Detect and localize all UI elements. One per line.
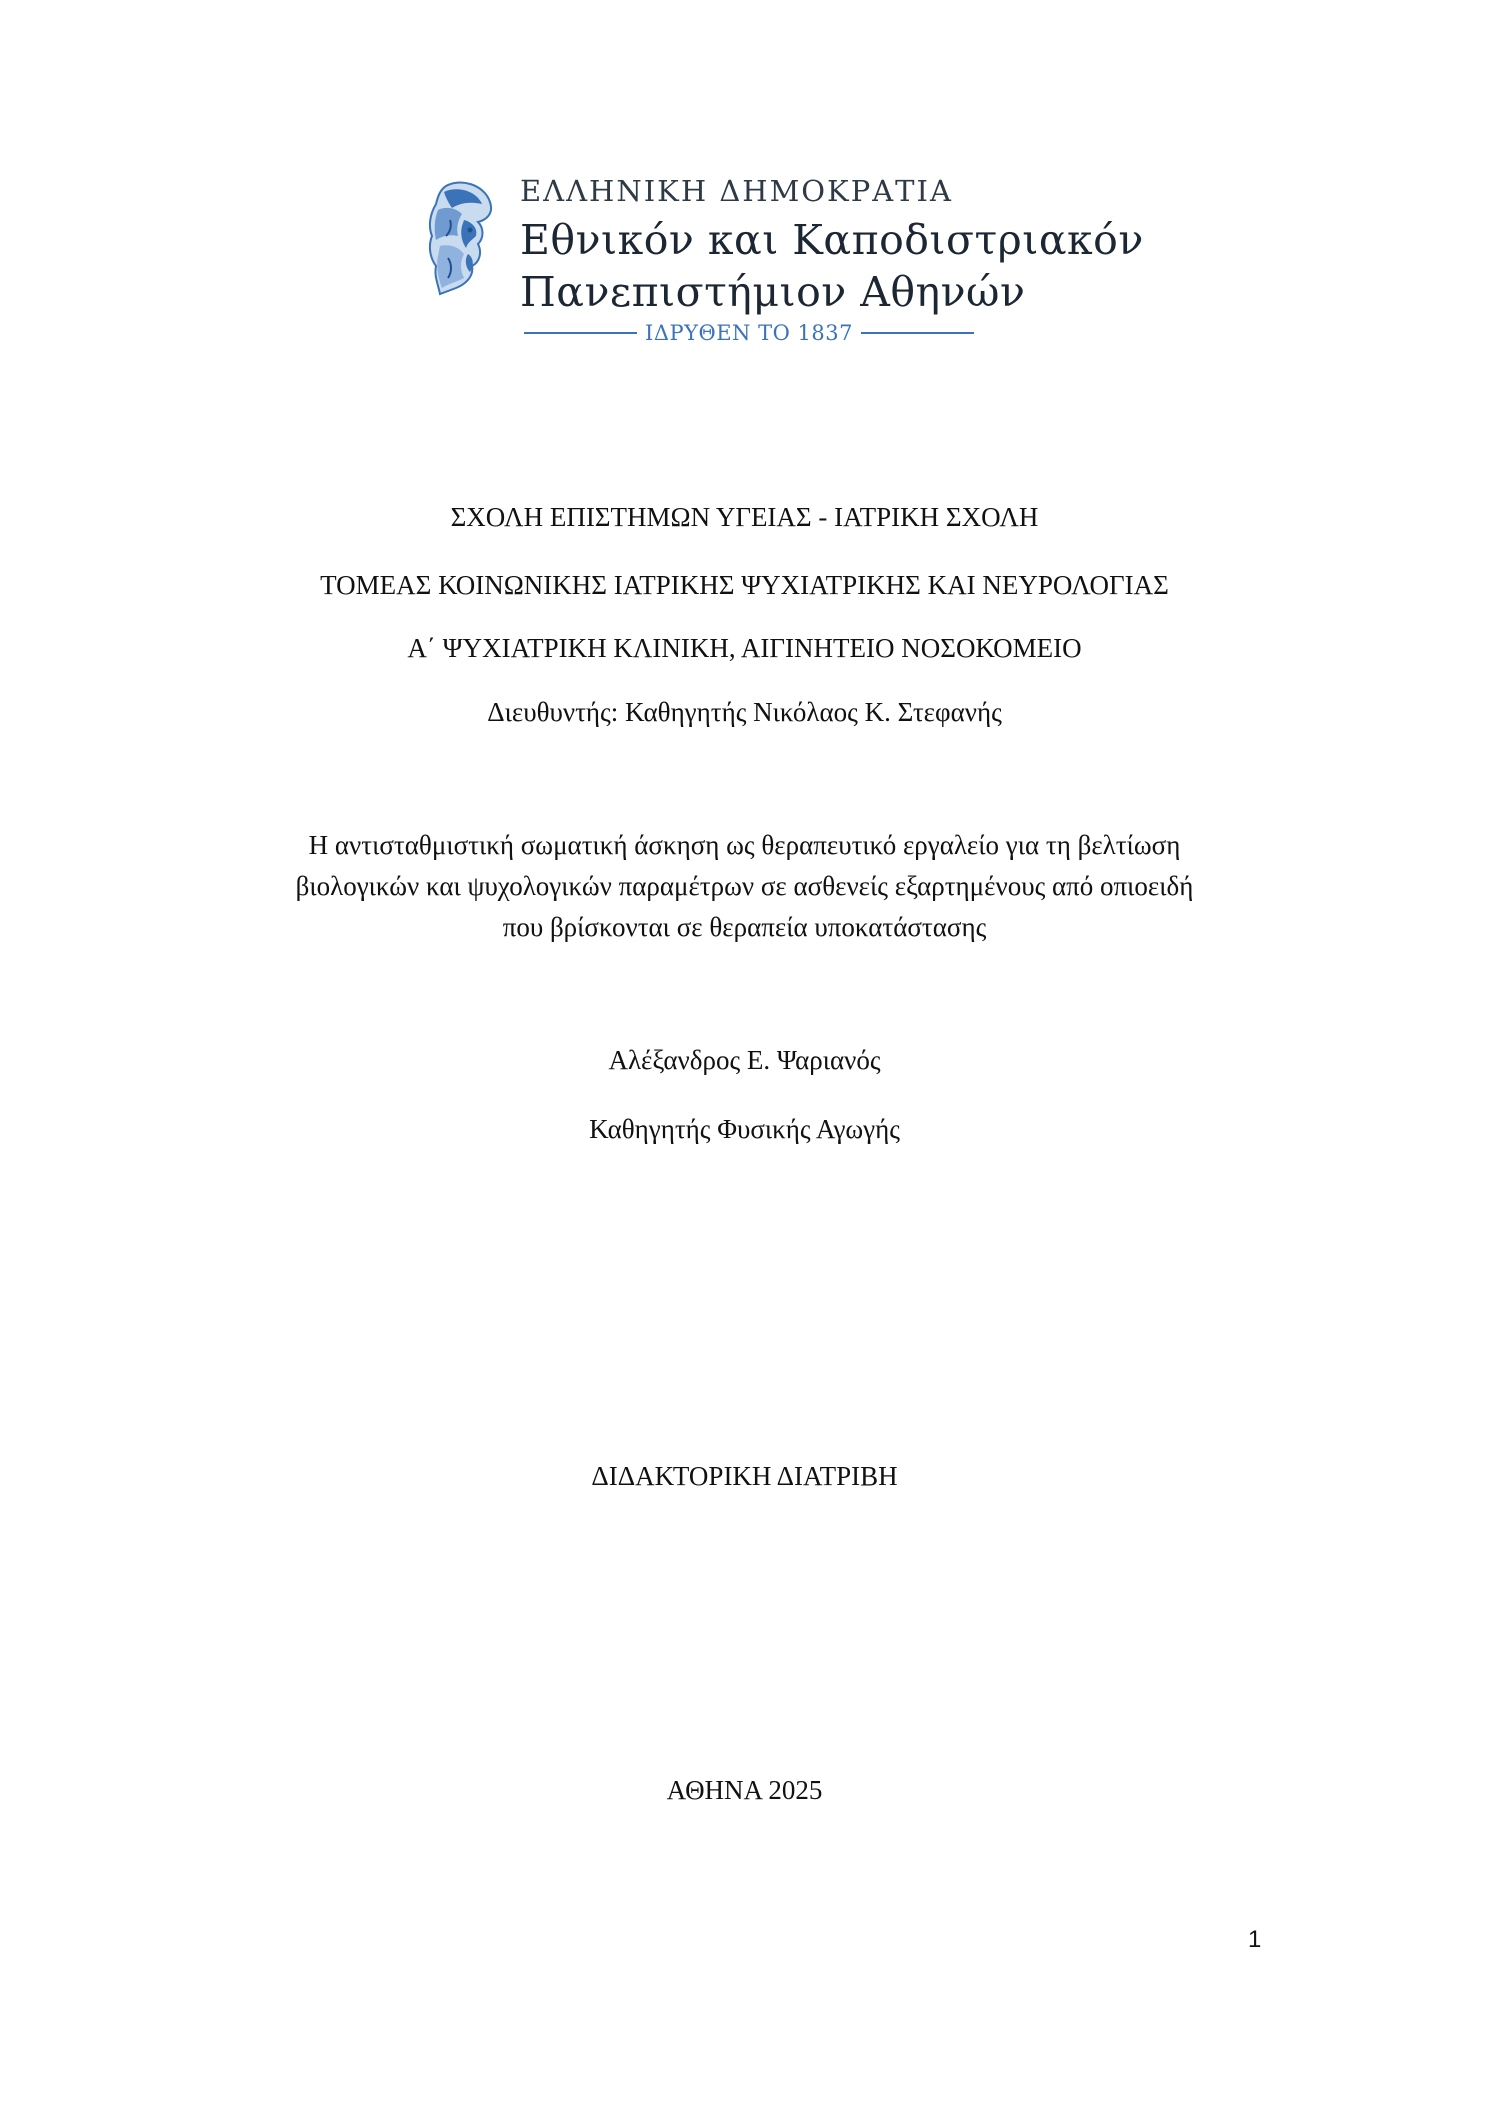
author-name: Αλέξανδρος Ε. Ψαριανός [608, 1045, 881, 1075]
logo-university-name-line1: Εθνικόν και Καποδιστριακόν [520, 216, 1144, 264]
page-number: 1 [1248, 1926, 1262, 1953]
director-line: Διευθυντής: Καθηγητής Νικόλαος Κ. Στεφανής [487, 697, 1002, 727]
logo-university-name-line2: Πανεπιστήμιον Αθηνών [520, 268, 1026, 316]
thesis-title-line2: βιολογικών και ψυχολογικών παραμέτρων σε ασθενείς εξαρτημένους από οπιοειδή [295, 871, 1194, 901]
logo-rule-left [524, 332, 637, 334]
place-year: ΑΘΗΝΑ 2025 [666, 1775, 823, 1805]
university-logo [424, 172, 1144, 347]
thesis-title-line1: Η αντισταθμιστική σωματική άσκηση ως θεραπευτικό εργαλείο για τη βελτίωση [308, 830, 1181, 860]
logo-founded-row [524, 320, 974, 346]
logo-country-text: ΕΛΛΗΝΙΚΗ ΔΗΜΟΚΡΑΤΙΑ [520, 174, 953, 208]
school-heading: ΣΧΟΛΗ ΕΠΙΣΤΗΜΩΝ ΥΓΕΙΑΣ - ΙΑΤΡΙΚΗ ΣΧΟΛΗ [450, 502, 1039, 532]
athena-head-icon [426, 180, 498, 298]
document-type: ΔΙΔΑΚΤΟΡΙΚΗ ΔΙΑΤΡΙΒΗ [591, 1461, 898, 1491]
logo-rule-right [861, 332, 974, 334]
author-position: Καθηγητής Φυσικής Αγωγής [589, 1114, 900, 1144]
clinic-heading: Α΄ ΨΥΧΙΑΤΡΙΚΗ ΚΛΙΝΙΚΗ, ΑΙΓΙΝΗΤΕΙΟ ΝΟΣΟΚΟΜΕΙΟ [407, 633, 1082, 663]
thesis-title [200, 825, 1289, 948]
thesis-title-line3: που βρίσκονται σε θεραπεία υποκατάστασης [502, 912, 987, 942]
logo-founded-text: ΙΔΡΥΘΕΝ ΤΟ 1837 [645, 321, 853, 345]
department-heading: ΤΟΜΕΑΣ ΚΟΙΝΩΝΙΚΗΣ ΙΑΤΡΙΚΗΣ ΨΥΧΙΑΤΡΙΚΗΣ ΚΑΙ ΝΕΥΡΟΛΟΓΙΑΣ [320, 570, 1169, 600]
